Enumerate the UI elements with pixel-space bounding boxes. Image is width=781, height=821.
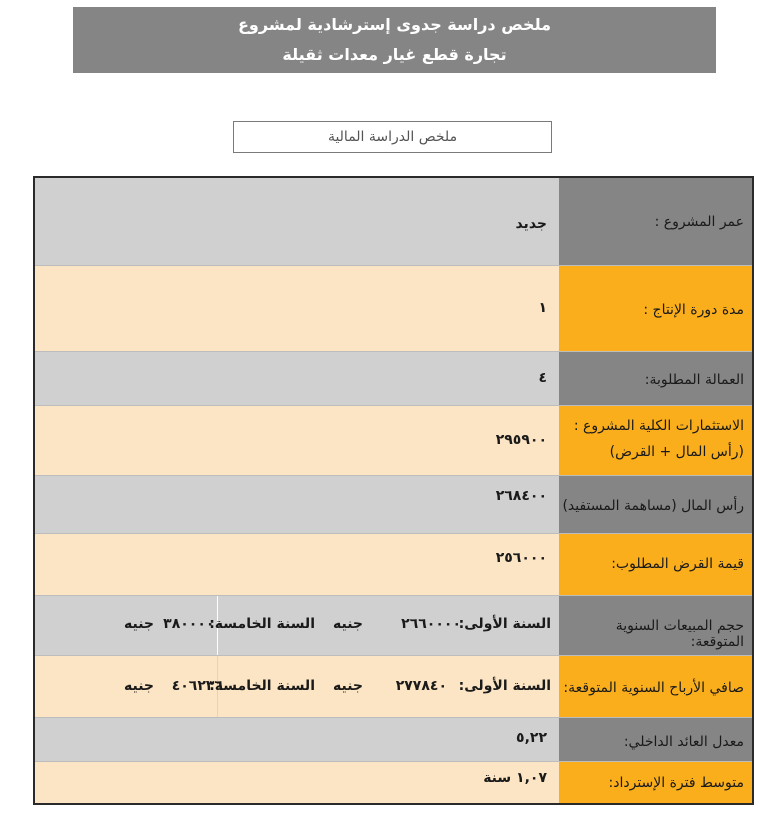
value-loan: ٢٥٦٠٠٠ [495,550,547,566]
label-sales: حجم المبيعات السنوية المتوقعة: [559,596,752,655]
label-labor: العمالة المطلوبة: [559,352,752,405]
row-payback [35,762,752,803]
header-title: ملخص دراسة جدوى إسترشادية لمشروع [237,15,551,34]
value-irr: ٥,٢٢ [516,730,547,746]
label-payback: متوسط فترة الإسترداد: [559,762,752,803]
label-capital: رأس المال (مساهمة المستفيد) [559,476,752,533]
label-profit: صافي الأرباح السنوية المتوقعة: [559,656,752,717]
value-capital: ٢٦٨٤٠٠ [495,488,547,504]
value-production-cycle: ١ [538,300,547,316]
row-labor [35,352,752,406]
sales-year1-label: السنة الأولى: [458,616,551,632]
row-loan [35,534,752,596]
profit-year5-unit: جنيه [123,678,154,694]
value-investments: ٢٩٥٩٠٠ [495,432,547,448]
row-production-cycle [35,266,752,352]
profit-values [123,656,559,717]
label-irr: معدل العائد الداخلي: [559,718,752,761]
sales-year5-value: ٣٨٠٠٠٠٠ [163,616,223,632]
label-production-cycle: مدة دورة الإنتاج : [559,266,752,351]
value-payback: ١,٠٧ سنة [483,770,547,786]
summary-table [33,176,754,805]
profit-year5-value: ٤٠٦٢٣٦ [171,678,223,694]
profit-year1-unit: جنيه [332,678,363,694]
section-title: ملخص الدراسة المالية [233,121,552,153]
label-investments: الاستثمارات الكلية المشروع : (رأس المال + القرض) [559,406,752,475]
profit-year1-value: ٢٧٧٨٤٠ [395,678,447,694]
row-profit [35,656,752,718]
profit-year1-label: السنة الأولى: [458,678,551,694]
value-project-age: جديد [515,216,547,232]
label-loan: قيمة القرض المطلوب: [559,534,752,595]
value-labor: ٤ [538,370,547,386]
row-irr [35,718,752,762]
row-investments [35,406,752,476]
header-project-name: تجارة قطع غيار معدات ثقيلة [282,45,507,64]
profit-year5-label: السنة الخامسة: [209,678,315,694]
row-project-age [35,178,752,266]
row-capital [35,476,752,534]
row-sales [35,596,752,656]
sales-values [123,596,559,655]
sales-year5-unit: جنيه [123,616,154,632]
sales-year5-label: السنة الخامسة: [209,616,315,632]
page-header [73,7,716,73]
label-project-age: عمر المشروع : [559,178,752,265]
sales-year1-value: ٢٦٦٠٠٠٠ [401,616,461,632]
sales-year1-unit: جنيه [332,616,363,632]
